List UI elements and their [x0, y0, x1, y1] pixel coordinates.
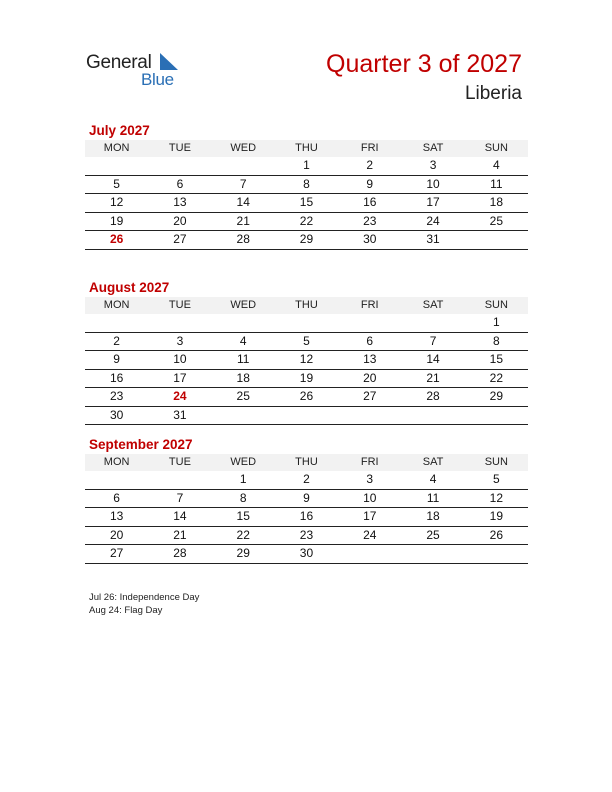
week-row	[85, 471, 528, 490]
holiday-note: Aug 24: Flag Day	[89, 605, 163, 616]
day-cell: 17	[173, 370, 187, 385]
empty-day-cell	[148, 471, 211, 489]
day-cell: 31	[173, 407, 187, 422]
empty-day-cell	[212, 314, 275, 332]
day-cell: 17	[363, 509, 377, 523]
empty-day-cell	[338, 407, 401, 425]
week-row	[85, 490, 528, 509]
day-cell: 10	[426, 176, 440, 191]
empty-day-cell	[338, 314, 401, 332]
day-cell: 25	[236, 389, 250, 403]
weekday-label: SUN	[484, 299, 508, 311]
day-cell: 14	[236, 195, 250, 209]
day-cell: 30	[363, 232, 377, 246]
day-cell: 9	[303, 490, 310, 505]
day-cell: 13	[109, 509, 124, 523]
day-cell: 31	[426, 232, 440, 246]
week-row	[85, 176, 528, 195]
day-cell: 17	[426, 195, 440, 209]
week-row	[85, 351, 528, 370]
week-row	[85, 213, 528, 232]
day-cell: 4	[429, 472, 437, 486]
day-cell: 11	[490, 176, 503, 191]
logo	[86, 50, 196, 90]
week-row	[85, 370, 528, 389]
day-cell: 2	[366, 158, 374, 172]
day-cell: 27	[109, 546, 124, 560]
logo-general-text: General	[86, 52, 152, 73]
day-cell: 11	[426, 490, 440, 505]
week-row	[85, 527, 528, 546]
day-cell: 7	[239, 176, 247, 191]
logo-triangle-icon	[160, 53, 178, 71]
day-cell: 22	[489, 370, 503, 385]
day-cell: 18	[489, 195, 503, 209]
calendar-grid	[85, 140, 528, 250]
day-cell: 29	[299, 232, 314, 246]
day-cell: 3	[176, 333, 184, 348]
day-cell: 6	[366, 333, 374, 348]
day-cell: 21	[236, 213, 250, 228]
day-cell: 4	[239, 333, 247, 348]
empty-day-cell	[465, 231, 528, 249]
day-cell: 18	[426, 509, 440, 523]
day-cell: 1	[239, 472, 247, 486]
weekday-label: THU	[295, 142, 318, 154]
month-title: July 2027	[89, 123, 150, 138]
day-cell: 11	[236, 352, 250, 366]
day-cell: 12	[299, 352, 314, 366]
day-cell: 12	[109, 195, 124, 209]
day-cell: 14	[173, 509, 187, 523]
day-cell: 8	[303, 176, 310, 191]
week-row	[85, 388, 528, 407]
week-row	[85, 407, 528, 426]
day-cell: 13	[363, 352, 377, 366]
month-september	[85, 436, 528, 564]
day-cell: 24	[173, 389, 187, 403]
week-row	[85, 157, 528, 176]
day-cell: 28	[236, 232, 250, 246]
month-title: August 2027	[89, 280, 170, 295]
day-cell: 22	[299, 213, 314, 228]
day-cell: 7	[429, 333, 437, 348]
day-cell: 9	[366, 176, 374, 191]
empty-day-cell	[85, 471, 148, 489]
weekday-label: TUE	[168, 142, 191, 154]
empty-day-cell	[338, 545, 401, 563]
day-cell: 28	[426, 389, 440, 403]
day-cell: 19	[299, 370, 314, 385]
month-title: September 2027	[89, 437, 193, 452]
empty-day-cell	[85, 314, 148, 332]
day-cell: 23	[109, 389, 124, 403]
week-row	[85, 231, 528, 250]
day-cell: 15	[236, 509, 250, 523]
day-cell: 21	[426, 370, 440, 385]
month-july	[85, 122, 528, 250]
weekday-header	[85, 140, 528, 157]
day-cell: 3	[366, 472, 374, 486]
weekday-label: WED	[230, 299, 257, 311]
weekday-label: SAT	[422, 299, 444, 311]
day-cell: 1	[303, 158, 310, 172]
day-cell: 20	[109, 527, 124, 542]
weekday-label: MON	[103, 142, 130, 154]
day-cell: 20	[363, 370, 377, 385]
day-cell: 15	[489, 352, 503, 366]
weekday-label: FRI	[360, 299, 379, 311]
day-cell: 1	[492, 315, 500, 329]
day-cell: 20	[173, 213, 187, 228]
day-cell: 19	[489, 509, 503, 523]
day-cell: 27	[173, 232, 187, 246]
day-cell: 25	[426, 527, 440, 542]
empty-day-cell	[85, 157, 148, 175]
weekday-label: FRI	[360, 456, 379, 468]
empty-day-cell	[275, 314, 338, 332]
day-cell: 14	[426, 352, 440, 366]
page-title: Quarter 3 of 2027	[326, 50, 522, 78]
day-cell: 26	[109, 232, 124, 246]
day-cell: 24	[426, 213, 440, 228]
weekday-label: TUE	[168, 299, 191, 311]
day-cell: 23	[363, 213, 377, 228]
day-cell: 10	[363, 490, 377, 505]
day-cell: 6	[176, 176, 184, 191]
day-cell: 26	[299, 389, 314, 403]
day-cell: 16	[109, 370, 124, 385]
weekday-label: MON	[103, 456, 130, 468]
empty-day-cell	[401, 545, 464, 563]
day-cell: 13	[173, 195, 187, 209]
calendar-grid	[85, 454, 528, 564]
day-cell: 26	[489, 527, 503, 542]
day-cell: 5	[303, 333, 310, 348]
empty-day-cell	[275, 407, 338, 425]
weekday-label: MON	[103, 299, 130, 311]
empty-day-cell	[465, 407, 528, 425]
day-cell: 15	[299, 195, 314, 209]
day-cell: 21	[173, 527, 187, 542]
weekday-label: WED	[230, 456, 257, 468]
empty-day-cell	[148, 314, 211, 332]
day-cell: 2	[113, 333, 120, 348]
day-cell: 24	[363, 527, 377, 542]
empty-day-cell	[465, 545, 528, 563]
day-cell: 18	[236, 370, 250, 385]
day-cell: 8	[492, 333, 500, 348]
day-cell: 7	[176, 490, 184, 505]
holiday-notes	[89, 591, 199, 617]
weekday-header	[85, 297, 528, 314]
day-cell: 16	[299, 509, 314, 523]
day-cell: 3	[429, 158, 437, 172]
day-cell: 2	[303, 472, 310, 486]
weekday-label: THU	[295, 456, 318, 468]
day-cell: 8	[239, 490, 247, 505]
weekday-label: FRI	[360, 142, 379, 154]
weekday-label: WED	[230, 142, 257, 154]
empty-day-cell	[212, 407, 275, 425]
holiday-note: Jul 26: Independence Day	[89, 592, 200, 603]
day-cell: 9	[113, 352, 120, 366]
empty-day-cell	[401, 314, 464, 332]
empty-day-cell	[148, 157, 211, 175]
weekday-label: THU	[295, 299, 318, 311]
weekday-label: SUN	[484, 142, 508, 154]
day-cell: 25	[489, 213, 503, 228]
day-cell: 29	[489, 389, 503, 403]
weekday-label: SUN	[484, 456, 508, 468]
day-cell: 28	[173, 546, 187, 560]
weekday-label: SAT	[422, 142, 444, 154]
day-cell: 16	[363, 195, 377, 209]
logo-blue-text: Blue	[141, 70, 174, 89]
day-cell: 22	[236, 527, 250, 542]
week-row	[85, 333, 528, 352]
day-cell: 27	[363, 389, 377, 403]
week-row	[85, 508, 528, 527]
month-august	[85, 279, 528, 425]
weekday-label: TUE	[168, 456, 191, 468]
day-cell: 6	[113, 490, 120, 505]
day-cell: 5	[113, 176, 120, 191]
day-cell: 12	[489, 490, 503, 505]
day-cell: 4	[492, 158, 500, 172]
empty-day-cell	[212, 157, 275, 175]
week-row	[85, 314, 528, 333]
day-cell: 30	[299, 546, 314, 560]
weekday-header	[85, 454, 528, 471]
week-row	[85, 545, 528, 564]
day-cell: 5	[492, 472, 500, 486]
weekday-label: SAT	[422, 456, 444, 468]
day-cell: 30	[109, 407, 124, 422]
day-cell: 10	[173, 352, 187, 366]
day-cell: 29	[236, 546, 250, 560]
calendar-grid	[85, 297, 528, 425]
day-cell: 19	[109, 213, 124, 228]
week-row	[85, 194, 528, 213]
country-name: Liberia	[464, 83, 522, 104]
day-cell: 23	[299, 527, 314, 542]
empty-day-cell	[401, 407, 464, 425]
